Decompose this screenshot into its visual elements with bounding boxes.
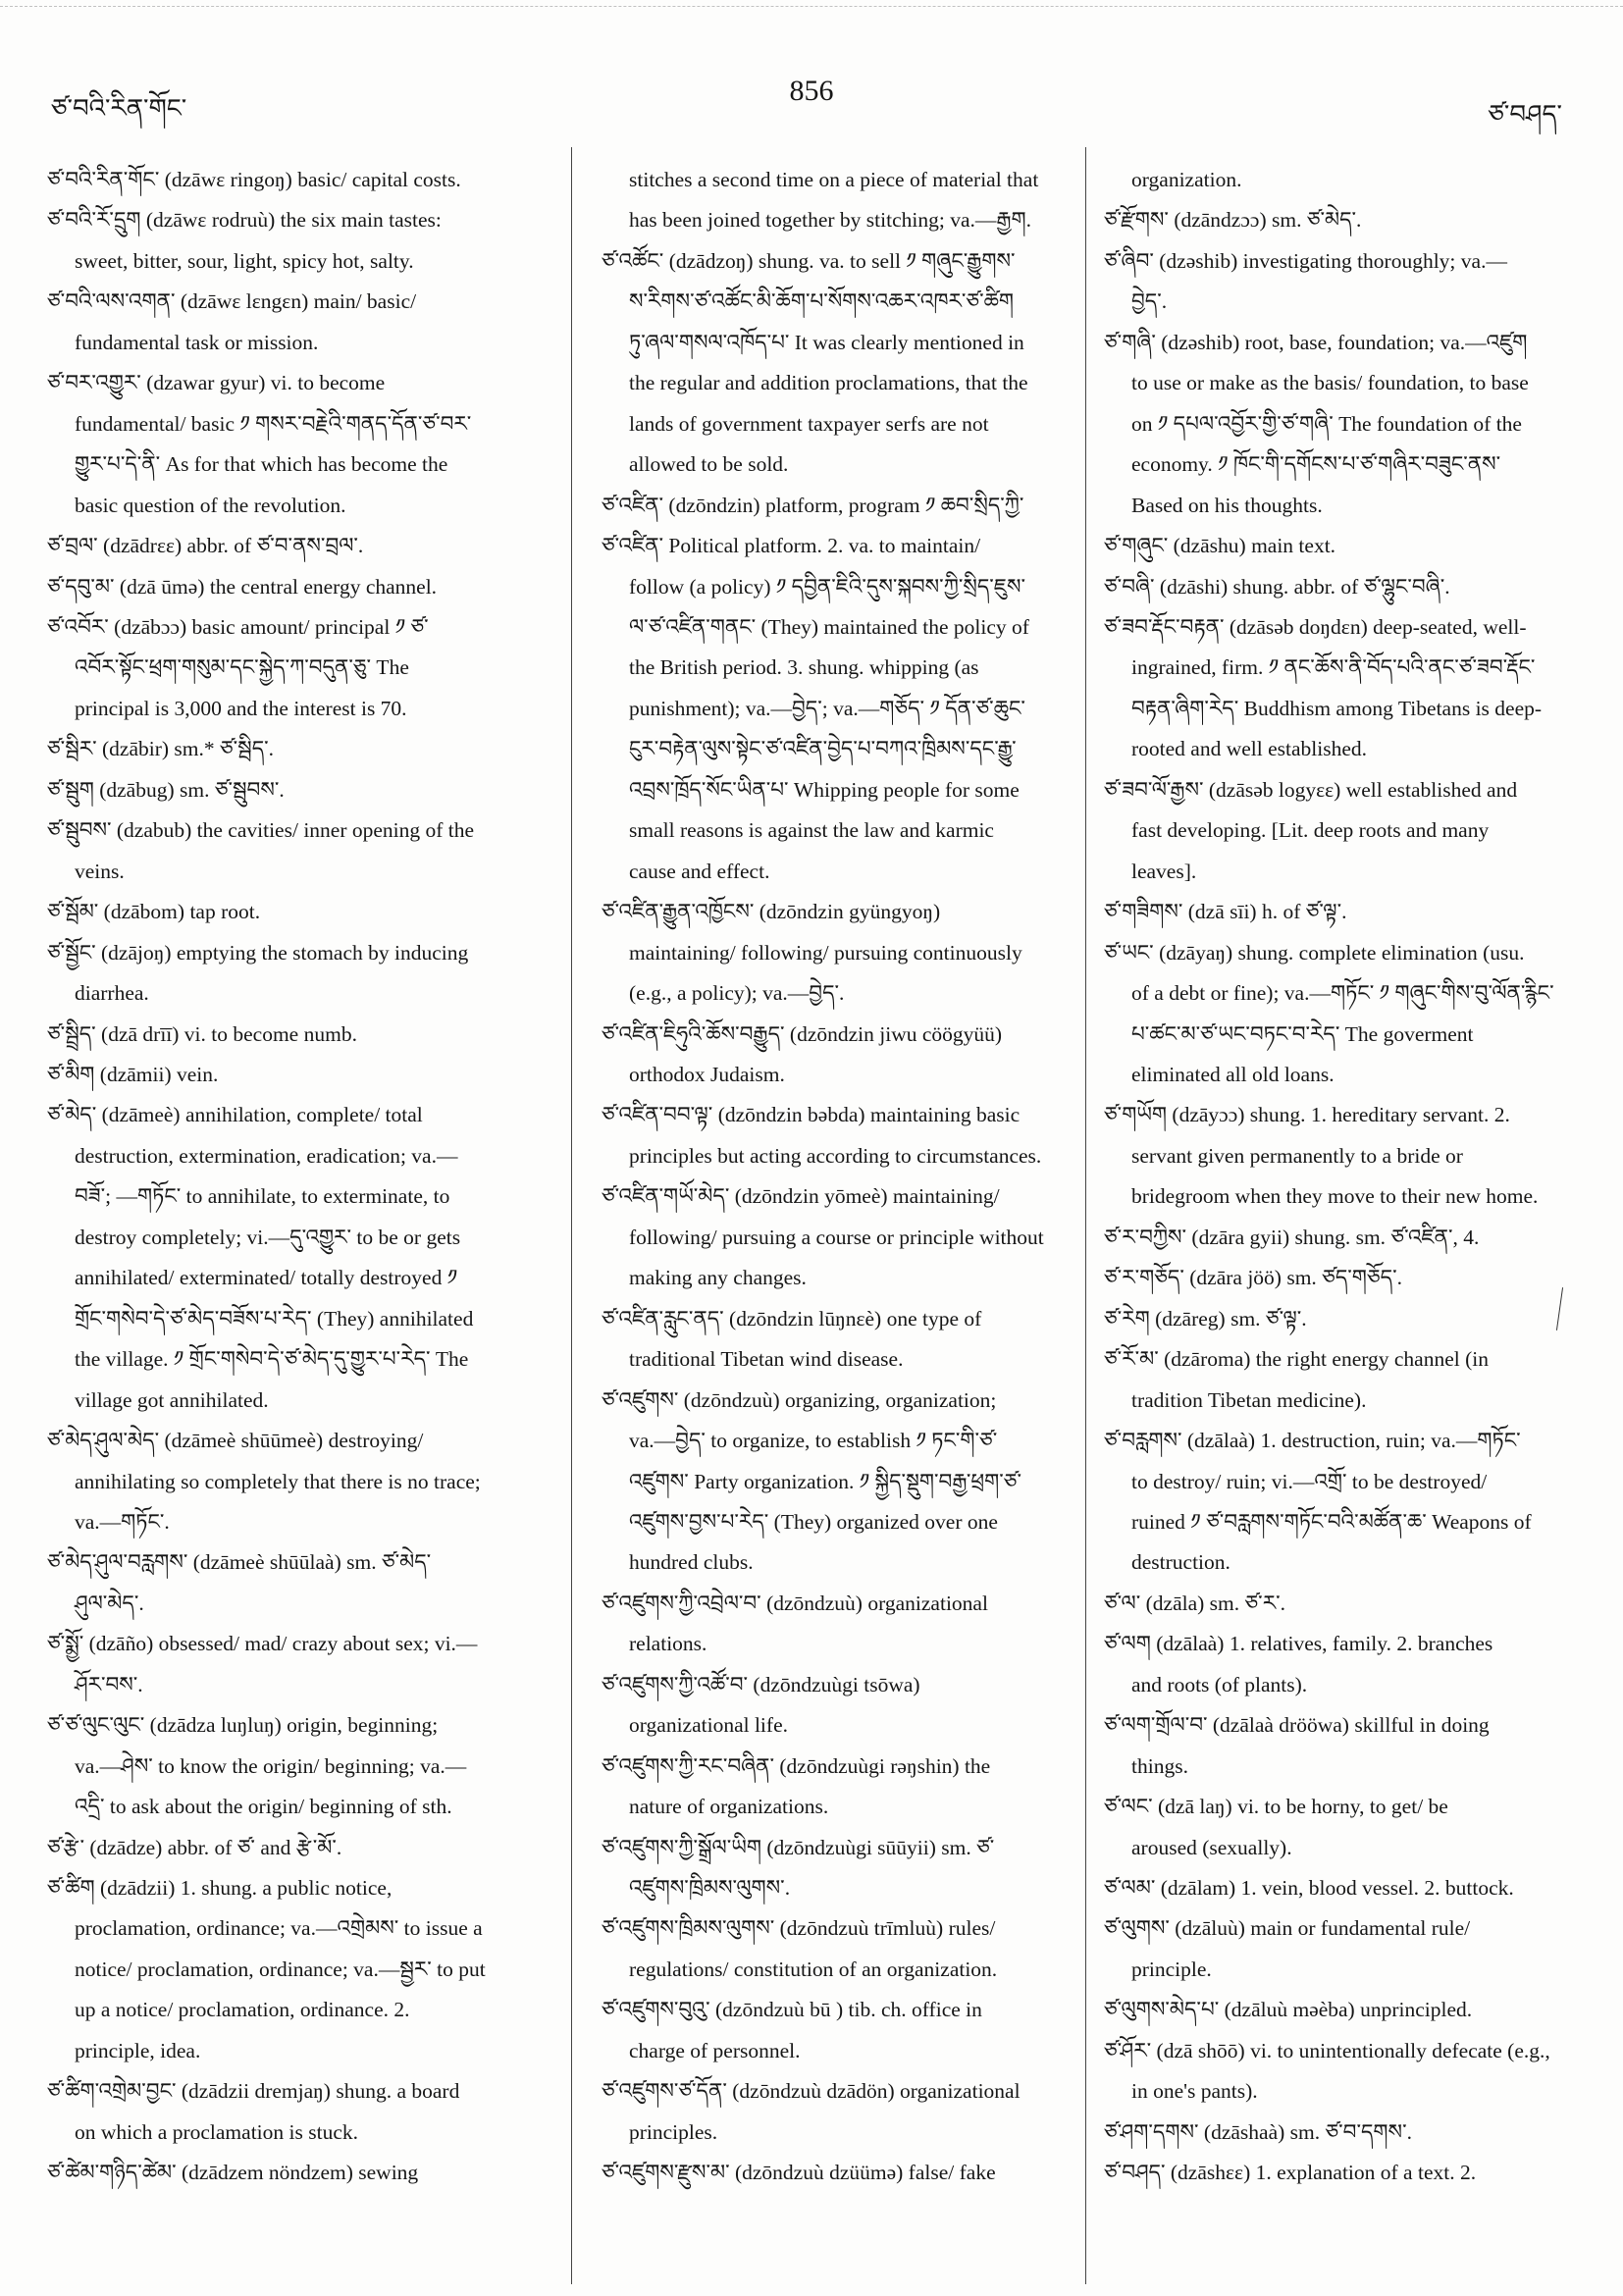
entry-line: ingrained, firm. ༡ ནང་ཆོས་ནི་བོད་པའི་ནང་ཙ་ཟབ་རྡོང་ <box>1131 655 1536 680</box>
entry-line: orthodox Judaism. <box>629 1062 785 1086</box>
entry-line: འདྲི་ to ask about the origin/ beginning of sth. <box>75 1795 452 1819</box>
entry-line: ཙ་མིག (dzāmii) vein. <box>47 1062 219 1086</box>
column-rule-left <box>571 147 572 2284</box>
entry-line: aroused (sexually). <box>1131 1835 1292 1859</box>
entry-line: བརྟན་ཞིག་རེད་ Buddhism among Tibetans is deep- <box>1131 696 1543 720</box>
entry-line: rooted and well established. <box>1131 737 1368 761</box>
entry-line: eliminated all old loans. <box>1131 1062 1335 1086</box>
entry-line: annihilated/ exterminated/ totally destroyed ༡ <box>75 1266 458 1290</box>
running-head-left: ཙ་བའི་རིན་གོང་ <box>51 94 187 123</box>
entry-line: ཙ་སྦོམ་ (dzābom) tap root. <box>47 900 261 924</box>
entry-line: ཙ་འཛུགས་བུའུ་ (dzōndzuù bū ) tib. ch. office in <box>602 1998 982 2022</box>
entry-line: ཙ་འཛུགས་ཀྱི་སྒྲོལ་ཡིག (dzōndzuùgi sūūyii) sm. ཙ་ <box>602 1835 995 1859</box>
entry-line: maintaining/ following/ pursuing continuously <box>629 940 1022 965</box>
entry-line: ཙ་དབུ་མ་ (dzā ūmə) the central energy channel. <box>47 574 438 599</box>
entry-line: to use or make as the basis/ foundation, to base <box>1131 371 1529 395</box>
entry-line: va.—བྱེད་ to organize, to establish ༡ ཏང་གི་ཙ་ <box>629 1429 998 1453</box>
entry-line: ཙ་འཛུགས་ཀྱི་རང་བཞིན་ (dzōndzuùgi rəŋshin) the <box>602 1753 991 1778</box>
entry-line: གྱུར་པ་དེ་ནི་ As for that which has become the <box>75 452 448 477</box>
entry-line: lands of government taxpayer serfs are not <box>629 411 989 436</box>
entry-line: and roots (of plants). <box>1131 1672 1308 1696</box>
entry-line: ཙ་ཙ་ལུང་ལུང་ (dzādza luŋluŋ) origin, beginning; <box>47 1713 439 1738</box>
entry-line: ཙ་སྨྱོ་ (dzāño) obsessed/ mad/ crazy about sex; vi.— <box>47 1632 478 1656</box>
entry-line: charge of personnel. <box>629 2038 801 2062</box>
entry-line: the village. ༡ གྲོང་གསེབ་དེ་ཙ་མེད་དུ་གྱུར་པ་རེད་ The <box>75 1347 469 1372</box>
entry-line: ཙ་འཛུགས་ཁྲིམས་ལུགས་ (dzōndzuù trīmluù) rules/ <box>602 1916 996 1941</box>
entry-line: Based on his thoughts. <box>1131 493 1323 517</box>
entry-line: ཙ་འཛིན་བབ་ལྟ་ (dzōndzin bəbda) maintaining basic <box>602 1103 1021 1127</box>
entry-line: ཙ་འཛིན་གཡོ་མེད་ (dzōndzin yōmeè) maintaining/ <box>602 1184 1000 1209</box>
entry-line: principles but acting according to circumstances. <box>629 1143 1042 1168</box>
entry-line: བཟོ་; —གཏོང་ to annihilate, to exterminate, to <box>75 1184 450 1209</box>
entry-line: ruined ༡ ཙ་བརླགས་གཏོང་བའི་མཚོན་ཆ་ Weapons of <box>1131 1509 1532 1534</box>
entry-line: ཙ་ལ་ (dzāla) sm. ཙ་ར་. <box>1104 1591 1285 1615</box>
entry-line: ཙ་ཚེམ་གཉིད་ཚེམ་ (dzādzem nöndzem) sewing <box>47 2161 419 2185</box>
entry-line: economy. ༡ ཁོང་གི་དགོངས་པ་ཙ་གཞིར་བཟུང་ནས་ <box>1131 452 1501 477</box>
entry-line: allowed to be sold. <box>629 452 789 477</box>
entry-line: པ་ཚང་མ་ཙ་ཡང་བཏང་བ་རེད་ The goverment <box>1131 1021 1474 1046</box>
entry-line: ཙ་ཤོར་ (dzā shōō) vi. to unintentionally defecate (e.g., <box>1104 2038 1550 2062</box>
entry-line: in one's pants). <box>1131 2079 1258 2104</box>
entry-line: cause and effect. <box>629 859 770 883</box>
entry-line: bridegroom when they move to their new home. <box>1131 1184 1539 1209</box>
entry-line: leaves]. <box>1131 859 1197 883</box>
entry-line: བྱེད་. <box>1131 289 1168 314</box>
entry-line: following/ pursuing a course or principle without <box>629 1225 1044 1249</box>
entry-line: ཤུལ་མེད་. <box>75 1591 144 1615</box>
entry-line: traditional Tibetan wind disease. <box>629 1347 904 1372</box>
entry-line: principal is 3,000 and the interest is 70. <box>75 696 407 720</box>
entry-line: ཙ་ཡང་ (dzāyaŋ) shung. complete elimination (usu. <box>1104 940 1525 965</box>
entry-line: va.—གཏོང་. <box>75 1509 170 1534</box>
entry-line: ཙ་འཛུགས་ཙ་དོན་ (dzōndzuù dzādön) organizational <box>602 2079 1021 2104</box>
entry-line: proclamation, ordinance; va.—འགྲེམས་ to issue a <box>75 1916 483 1941</box>
entry-line: up a notice/ proclamation, ordinance. 2. <box>75 1998 410 2022</box>
entry-line: ཙ་འཛུགས་རྫུས་མ་ (dzōndzuù dzüümə) false/ fake <box>602 2161 996 2185</box>
entry-line: principle. <box>1131 1957 1212 1981</box>
entry-line: va.—ཤེས་ to know the origin/ beginning; va.— <box>75 1753 467 1778</box>
entry-line: punishment); va.—བྱེད་; va.—གཅོད་ ༡ དོན་ཙ་ཆུང་ <box>629 696 1025 720</box>
entry-line: veins. <box>75 859 125 883</box>
entry-line: regulations/ constitution of an organization. <box>629 1957 998 1981</box>
entry-line: ཙ་ར་བཀྱིས་ (dzāra gyii) shung. sm. ཙ་འཛིན་, 4. <box>1104 1225 1480 1249</box>
entry-line: ངུར་བརྟེན་ལུས་སྟེང་ཙ་འཛིན་བྱེད་པ་བཀའ་ཁྲིམས་དང་རྒྱུ་ <box>629 737 1017 761</box>
entry-line: basic question of the revolution. <box>75 493 346 517</box>
entry-line: destruction. <box>1131 1550 1230 1575</box>
entry-line: principles. <box>629 2119 718 2144</box>
entry-line: ཙ་རྫོགས་ (dzāndzɔɔ) sm. ཙ་མེད་. <box>1104 208 1362 233</box>
entry-line: ཙ་ལུགས་མེད་པ་ (dzāluù məèba) unprincipled. <box>1104 1998 1473 2022</box>
entry-line: ཙ་ལམ་ (dzālam) 1. vein, blood vessel. 2. buttock. <box>1104 1876 1514 1901</box>
entry-line: things. <box>1131 1753 1188 1778</box>
entry-line: ཙ་གཞི་ (dzəshib) root, base, foundation; va.—འཛུག <box>1104 330 1528 354</box>
entry-line: ཙ་ལག (dzālaà) 1. relatives, family. 2. branches <box>1104 1632 1493 1656</box>
entry-line: (e.g., a policy); va.—བྱེད་. <box>629 981 845 1006</box>
running-head-right: ཙ་བཤད་ <box>1488 100 1562 129</box>
scan-dots <box>0 6 1623 9</box>
entry-line: relations. <box>629 1632 707 1656</box>
entry-line: notice/ proclamation, ordinance; va.—སྦྱར་ to put <box>75 1957 486 1981</box>
entry-line: the British period. 3. shung. whipping (as <box>629 655 979 680</box>
entry-line: making any changes. <box>629 1266 807 1290</box>
entry-line: ཙ་གཡོག (dzāyɔɔ) shung. 1. hereditary servant. 2. <box>1104 1103 1510 1127</box>
entry-line: ཙ་བར་འགྱུར་ (dzawar gyur) vi. to become <box>47 371 386 395</box>
page-number: 856 <box>789 75 834 107</box>
entry-line: ཙ་འཚོང་ (dzādzoŋ) shung. va. to sell ༡ གཞུང་རྒྱུགས་ <box>602 248 1016 273</box>
entry-line: ཙ་སྦུག (dzābug) sm. ཙ་སྦུབས་. <box>47 777 285 802</box>
entry-line: ཙ་མེད་ (dzāmeè) annihilation, complete/ total <box>47 1103 423 1127</box>
entry-line: ཙ་སྦུབས་ (dzabub) the cavities/ inner opening of the <box>47 818 475 843</box>
dictionary-column-1 <box>47 160 543 2194</box>
entry-line: ཏུ་ཞལ་གསལ་འཁོད་པ་ It was clearly mentioned in <box>629 330 1024 354</box>
entry-line: ཤོར་བས་. <box>75 1672 143 1696</box>
entry-line: ཙ་བརླགས་ (dzālaà) 1. destruction, ruin; va.—གཏོང་ <box>1104 1429 1521 1453</box>
entry-line: ཙ་མེད་ཤུལ་མེད་ (dzāmeè shūūmeè) destroying/ <box>47 1429 424 1453</box>
entry-line: ཙ་འཛིན་ (dzōndzin) platform, program ༡ ཆབ་སྲིད་ཀྱི་ <box>602 493 1024 517</box>
entry-line: ཙ་ར་གཅོད་ (dzāra jöö) sm. ཙད་གཅོད་. <box>1104 1266 1402 1290</box>
entry-line: ཙ་རེག (dzāreg) sm. ཙ་ལྟ་. <box>1104 1306 1307 1331</box>
entry-line: fundamental task or mission. <box>75 330 319 354</box>
entry-line: tradition Tibetan medicine). <box>1131 1387 1367 1412</box>
entry-line: on which a proclamation is stuck. <box>75 2119 358 2144</box>
entry-line: nature of organizations. <box>629 1795 829 1819</box>
entry-line: ཙ་འཛུགས་ཀྱི་འཚོ་བ་ (dzōndzuùgi tsōwa) <box>602 1672 920 1696</box>
entry-line: destruction, extermination, eradication; va.— <box>75 1143 458 1168</box>
entry-line: ཙ་བཤད་ (dzāshɛɛ) 1. explanation of a text. 2. <box>1104 2161 1477 2185</box>
dictionary-column-3 <box>1104 160 1585 2194</box>
entry-line: ཙ་ལག་གྲོལ་བ་ (dzālaà drööwa) skillful in doing <box>1104 1713 1490 1738</box>
entry-line: ཙ་བའི་རོ་དྲུག (dzāwɛ rodruù) the six main tastes: <box>47 208 442 233</box>
entry-line: diarrhea. <box>75 981 149 1006</box>
entry-line: འཛུགས་ཁྲིམས་ལུགས་. <box>629 1876 791 1901</box>
entry-line: the regular and addition proclamations, that the <box>629 371 1028 395</box>
entry-line: ཙ་འཛིན་ Political platform. 2. va. to maintain/ <box>602 534 981 558</box>
entry-line: འབོར་སྟོང་ཕྲག་གསུམ་དང་སྐྱེད་ཀ་བདུན་ཅུ་ The <box>75 655 409 680</box>
entry-line: follow (a policy) ༡ དབྱིན་ཇིའི་དུས་སྐབས་ཀྱི་སྲིད་ཇུས་ <box>629 574 1025 599</box>
entry-line: fast developing. [Lit. deep roots and many <box>1131 818 1490 843</box>
entry-line: ཙ་བའི་རིན་གོང་ (dzāwɛ ringoŋ) basic/ capital costs. <box>47 168 461 191</box>
entry-line: ལ་ཙ་འཛིན་གནང་ (They) maintained the policy of <box>629 614 1029 639</box>
entry-line: འབྲས་ཁྲོད་སོང་ཡིན་པ་ Whipping people for some <box>629 777 1020 802</box>
entry-line: organizational life. <box>629 1713 788 1738</box>
entry-line: ཙ་གཟིགས་ (dzā sīi) h. of ཙ་ལྟ་. <box>1104 900 1347 924</box>
entry-line: ཙ་བཞི་ (dzāshi) shung. abbr. of ཙ་ལྷུང་བཞི་. <box>1104 574 1450 599</box>
entry-line: ས་རིགས་ཙ་འཚོང་མི་ཆོག་པ་སོགས་འཆར་འཁར་ཙ་ཚིག <box>629 289 1015 314</box>
entry-line: stitches a second time on a piece of material that <box>629 168 1039 191</box>
entry-line: ཙ་ཚིག (dzādzii) 1. shung. a public notice, <box>47 1876 393 1901</box>
entry-line: annihilating so completely that there is no trace; <box>75 1469 481 1493</box>
entry-line: ཙ་བྲལ་ (dzādrɛɛ) abbr. of ཙ་བ་ནས་བྲལ་. <box>47 534 364 558</box>
entry-line: ཙ་སྦིར་ (dzābir) sm.* ཙ་སྦིད་. <box>47 737 275 761</box>
entry-line: hundred clubs. <box>629 1550 754 1575</box>
entry-line: ཙ་འཛུགས་ (dzōndzuù) organizing, organization; <box>602 1387 997 1412</box>
entry-line: sweet, bitter, sour, light, spicy hot, salty. <box>75 248 414 273</box>
entry-line: of a debt or fine); va.—གཏོང་ ༡ གཞུང་གིས་བུ་ལོན་རྙིང་ <box>1131 981 1554 1006</box>
column-rule-right <box>1085 147 1086 2284</box>
entry-line: to destroy/ ruin; vi.—འགྲོ་ to be destroyed/ <box>1131 1469 1488 1493</box>
entry-line: servant given permanently to a bride or <box>1131 1143 1463 1168</box>
entry-line: ཙ་བའི་ལས་འགན་ (dzāwɛ lɛngɛn) main/ basic/ <box>47 289 417 314</box>
entry-line: ཙ་ཟབ་རྡོང་བརྟན་ (dzāsəb doŋdɛn) deep-seated, well- <box>1104 614 1527 639</box>
entry-line: ཙ་འབོར་ (dzābɔɔ) basic amount/ principal ༡ ཙ་ <box>47 614 429 639</box>
entry-line: ཙ་ཤག་དགས་ (dzāshaà) sm. ཙ་བ་དགས་. <box>1104 2119 1412 2144</box>
entry-line: has been joined together by stitching; va.—རྒྱག. <box>629 208 1032 233</box>
entry-line: village got annihilated. <box>75 1387 269 1412</box>
entry-line: འཛུགས་ Party organization. ༡ སྐྱིད་སྡུག་བརྒྱ་ཕྲག་ཙ་ <box>629 1469 1021 1493</box>
entry-line: ཙ་གཞུང་ (dzāshu) main text. <box>1104 534 1336 558</box>
entry-line: ཙ་འཛིན་ཇིཧུའི་ཆོས་བརྒྱུད་ (dzōndzin jiwu cöögyüü) <box>602 1021 1003 1046</box>
entry-line: small reasons is against the law and karmic <box>629 818 994 843</box>
entry-line: organization. <box>1131 168 1242 191</box>
entry-line: destroy completely; vi.—དུ་འགྱུར་ to be or gets <box>75 1225 461 1249</box>
entry-line: ཙ་སྦྲིད་ (dzā drīī) vi. to become numb. <box>47 1021 357 1046</box>
entry-line: ཙ་སྦྱོང་ (dzājoŋ) emptying the stomach by inducing <box>47 940 469 965</box>
entry-line: ཙ་ལང་ (dzā laŋ) vi. to be horny, to get/ be <box>1104 1795 1448 1819</box>
entry-line: གྲོང་གསེབ་དེ་ཙ་མེད་བཟོས་པ་རེད་ (They) annihilated <box>75 1306 474 1331</box>
entry-line: ཙ་འཛིན་རླུང་ནད་ (dzōndzin lūŋnɛè) one type of <box>602 1306 982 1331</box>
entry-line: ཙ་ཚིག་འགྲེམ་བྱང་ (dzādzii dremjaŋ) shung. a board <box>47 2079 460 2104</box>
entry-line: ཙ་འཛུགས་ཀྱི་འབྲེལ་བ་ (dzōndzuù) organizational <box>602 1591 988 1615</box>
entry-line: principle, idea. <box>75 2038 201 2062</box>
entry-line: on ༡ དཔལ་འབྱོར་གྱི་ཙ་གཞི་ The foundation of the <box>1131 411 1522 436</box>
entry-line: ཙ་རོ་མ་ (dzāroma) the right energy channel (in <box>1104 1347 1490 1372</box>
entry-line: ཙ་འཛིན་རྒྱུན་འཁྱོངས་ (dzōndzin gyüngyoŋ) <box>602 900 941 924</box>
entry-line: ཙ་ཞིབ་ (dzəshib) investigating thoroughly; va.— <box>1104 248 1507 273</box>
entry-line: ཙ་ཟབ་ལོ་རྒྱས་ (dzāsəb logyɛɛ) well established and <box>1104 777 1518 802</box>
dictionary-column-2 <box>602 160 1068 2194</box>
entry-line: ཙ་རྩེ་ (dzādze) abbr. of ཙ་ and རྩེ་མོ་. <box>47 1835 342 1859</box>
entry-line: ཙ་མེད་ཤུལ་བརླགས་ (dzāmeè shūūlaà) sm. ཙ་མེད་ <box>47 1550 432 1575</box>
entry-line: འཛུགས་བྱས་པ་རེད་ (They) organized over one <box>629 1509 998 1534</box>
entry-line: fundamental/ basic ༡ གསར་བརྗེའི་གནད་དོན་ཙ་བར་ <box>75 411 472 436</box>
entry-line: ཙ་ལུགས་ (dzāluù) main or fundamental rule/ <box>1104 1916 1471 1941</box>
